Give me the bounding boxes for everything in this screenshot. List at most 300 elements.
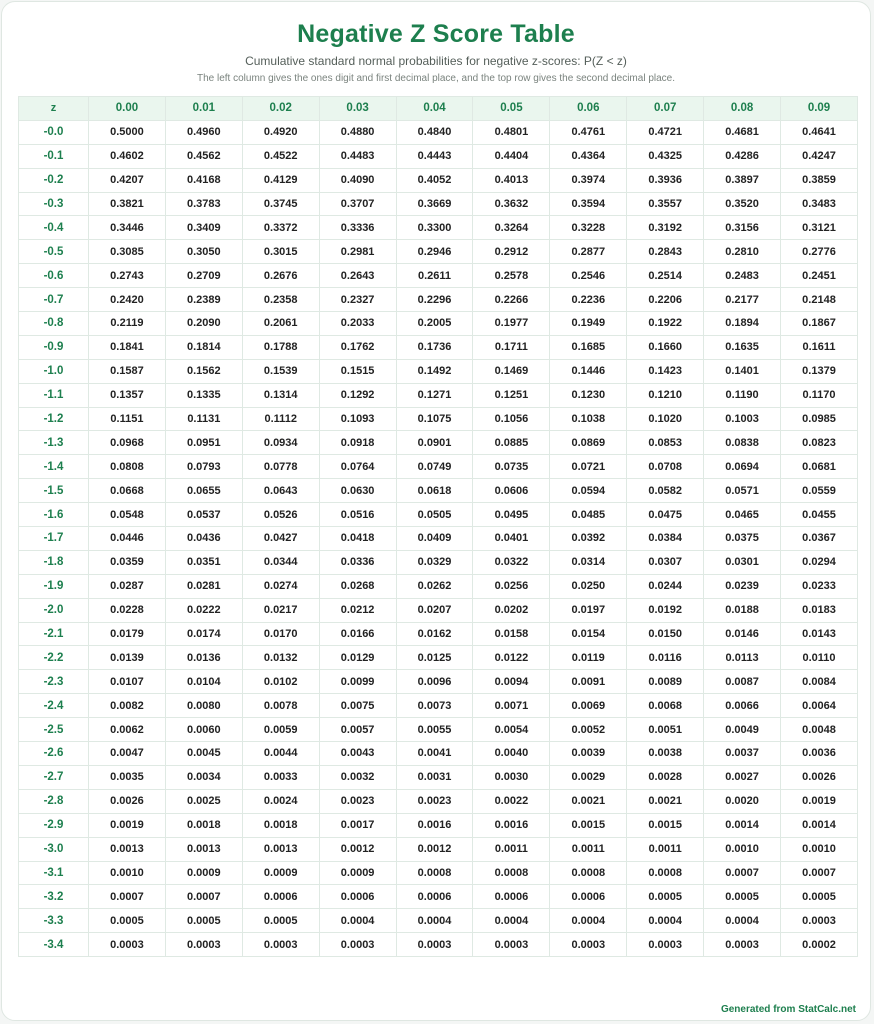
probability-cell: 0.4840 — [396, 120, 473, 144]
probability-cell: 0.0516 — [319, 503, 396, 527]
probability-cell: 0.4522 — [242, 144, 319, 168]
decimal-column-header: 0.06 — [550, 97, 627, 121]
probability-cell: 0.2709 — [165, 264, 242, 288]
probability-cell: 0.3557 — [627, 192, 704, 216]
probability-cell: 0.2843 — [627, 240, 704, 264]
probability-cell: 0.0045 — [165, 742, 242, 766]
probability-cell: 0.0069 — [550, 694, 627, 718]
probability-cell: 0.1020 — [627, 407, 704, 431]
probability-cell: 0.0136 — [165, 646, 242, 670]
probability-cell: 0.0040 — [473, 742, 550, 766]
table-row — [19, 312, 858, 336]
probability-cell: 0.0055 — [396, 718, 473, 742]
probability-cell: 0.0823 — [781, 431, 858, 455]
probability-cell: 0.1788 — [242, 335, 319, 359]
probability-cell: 0.2358 — [242, 288, 319, 312]
probability-cell: 0.0005 — [242, 909, 319, 933]
probability-cell: 0.1093 — [319, 407, 396, 431]
probability-cell: 0.3015 — [242, 240, 319, 264]
probability-cell: 0.0003 — [396, 933, 473, 957]
probability-cell: 0.2776 — [781, 240, 858, 264]
probability-cell: 0.0004 — [704, 909, 781, 933]
probability-cell: 0.3192 — [627, 216, 704, 240]
probability-cell: 0.0113 — [704, 646, 781, 670]
probability-cell: 0.0019 — [781, 789, 858, 813]
z-value-cell: -0.5 — [19, 240, 89, 264]
table-row — [19, 383, 858, 407]
probability-cell: 0.0004 — [396, 909, 473, 933]
probability-cell: 0.0013 — [242, 837, 319, 861]
probability-cell: 0.0028 — [627, 765, 704, 789]
table-row — [19, 216, 858, 240]
z-score-table — [18, 96, 858, 957]
table-row — [19, 359, 858, 383]
probability-cell: 0.0618 — [396, 479, 473, 503]
probability-cell: 0.0222 — [165, 598, 242, 622]
table-row — [19, 455, 858, 479]
probability-cell: 0.0073 — [396, 694, 473, 718]
z-value-cell: -2.3 — [19, 670, 89, 694]
probability-cell: 0.0749 — [396, 455, 473, 479]
probability-cell: 0.0007 — [704, 861, 781, 885]
probability-cell: 0.0059 — [242, 718, 319, 742]
probability-cell: 0.0023 — [396, 789, 473, 813]
probability-cell: 0.0526 — [242, 503, 319, 527]
probability-cell: 0.0099 — [319, 670, 396, 694]
z-value-cell: -2.4 — [19, 694, 89, 718]
probability-cell: 0.1949 — [550, 312, 627, 336]
probability-cell: 0.0006 — [242, 885, 319, 909]
probability-cell: 0.0013 — [89, 837, 166, 861]
probability-cell: 0.2483 — [704, 264, 781, 288]
probability-cell: 0.0026 — [89, 789, 166, 813]
probability-cell: 0.0004 — [550, 909, 627, 933]
probability-cell: 0.0968 — [89, 431, 166, 455]
z-column-header: z — [19, 97, 89, 121]
probability-cell: 0.0668 — [89, 479, 166, 503]
probability-cell: 0.0853 — [627, 431, 704, 455]
probability-cell: 0.0008 — [627, 861, 704, 885]
decimal-column-header: 0.02 — [242, 97, 319, 121]
probability-cell: 0.0571 — [704, 479, 781, 503]
probability-cell: 0.3897 — [704, 168, 781, 192]
probability-cell: 0.0021 — [550, 789, 627, 813]
probability-cell: 0.4681 — [704, 120, 781, 144]
probability-cell: 0.0274 — [242, 574, 319, 598]
z-value-cell: -3.1 — [19, 861, 89, 885]
probability-cell: 0.0985 — [781, 407, 858, 431]
probability-cell: 0.0054 — [473, 718, 550, 742]
z-value-cell: -1.6 — [19, 503, 89, 527]
table-row — [19, 837, 858, 861]
probability-cell: 0.5000 — [89, 120, 166, 144]
probability-cell: 0.0901 — [396, 431, 473, 455]
probability-cell: 0.0003 — [704, 933, 781, 957]
probability-cell: 0.0102 — [242, 670, 319, 694]
probability-cell: 0.1469 — [473, 359, 550, 383]
probability-cell: 0.4052 — [396, 168, 473, 192]
probability-cell: 0.0582 — [627, 479, 704, 503]
usage-note: The left column gives the ones digit and first decimal place, and the top row gives the second decimal place. — [196, 73, 676, 84]
probability-cell: 0.0033 — [242, 765, 319, 789]
probability-cell: 0.0006 — [473, 885, 550, 909]
probability-cell: 0.0183 — [781, 598, 858, 622]
probability-cell: 0.0087 — [704, 670, 781, 694]
probability-cell: 0.0014 — [781, 813, 858, 837]
probability-cell: 0.0158 — [473, 622, 550, 646]
probability-cell: 0.1170 — [781, 383, 858, 407]
probability-cell: 0.0951 — [165, 431, 242, 455]
probability-cell: 0.0139 — [89, 646, 166, 670]
table-row — [19, 335, 858, 359]
probability-cell: 0.0721 — [550, 455, 627, 479]
probability-cell: 0.0384 — [627, 527, 704, 551]
probability-cell: 0.3446 — [89, 216, 166, 240]
probability-cell: 0.0655 — [165, 479, 242, 503]
z-value-cell: -0.0 — [19, 120, 89, 144]
probability-cell: 0.3520 — [704, 192, 781, 216]
probability-cell: 0.0003 — [781, 909, 858, 933]
probability-cell: 0.0096 — [396, 670, 473, 694]
z-value-cell: -0.8 — [19, 312, 89, 336]
probability-cell: 0.1131 — [165, 407, 242, 431]
probability-cell: 0.0049 — [704, 718, 781, 742]
probability-cell: 0.0019 — [89, 813, 166, 837]
probability-cell: 0.0166 — [319, 622, 396, 646]
probability-cell: 0.4721 — [627, 120, 704, 144]
probability-cell: 0.0036 — [781, 742, 858, 766]
probability-cell: 0.4761 — [550, 120, 627, 144]
probability-cell: 0.0041 — [396, 742, 473, 766]
probability-cell: 0.3594 — [550, 192, 627, 216]
table-row — [19, 885, 858, 909]
probability-cell: 0.2090 — [165, 312, 242, 336]
probability-cell: 0.0918 — [319, 431, 396, 455]
table-row — [19, 742, 858, 766]
z-value-cell: -0.2 — [19, 168, 89, 192]
decimal-column-header: 0.01 — [165, 97, 242, 121]
probability-cell: 0.0005 — [781, 885, 858, 909]
probability-cell: 0.0122 — [473, 646, 550, 670]
probability-cell: 0.0048 — [781, 718, 858, 742]
z-value-cell: -1.3 — [19, 431, 89, 455]
probability-cell: 0.1711 — [473, 335, 550, 359]
probability-cell: 0.3707 — [319, 192, 396, 216]
probability-cell: 0.0062 — [89, 718, 166, 742]
probability-cell: 0.0035 — [89, 765, 166, 789]
probability-cell: 0.1314 — [242, 383, 319, 407]
z-value-cell: -0.7 — [19, 288, 89, 312]
probability-cell: 0.0465 — [704, 503, 781, 527]
probability-cell: 0.0005 — [704, 885, 781, 909]
probability-cell: 0.0016 — [396, 813, 473, 837]
probability-cell: 0.1814 — [165, 335, 242, 359]
probability-cell: 0.0057 — [319, 718, 396, 742]
probability-cell: 0.1562 — [165, 359, 242, 383]
probability-cell: 0.0110 — [781, 646, 858, 670]
probability-cell: 0.0104 — [165, 670, 242, 694]
probability-cell: 0.0026 — [781, 765, 858, 789]
z-value-cell: -0.6 — [19, 264, 89, 288]
probability-cell: 0.0436 — [165, 527, 242, 551]
probability-cell: 0.0013 — [165, 837, 242, 861]
probability-cell: 0.2420 — [89, 288, 166, 312]
probability-cell: 0.0009 — [165, 861, 242, 885]
probability-cell: 0.0031 — [396, 765, 473, 789]
table-row — [19, 765, 858, 789]
probability-cell: 0.0039 — [550, 742, 627, 766]
probability-cell: 0.0119 — [550, 646, 627, 670]
probability-cell: 0.0207 — [396, 598, 473, 622]
probability-cell: 0.1894 — [704, 312, 781, 336]
probability-cell: 0.1335 — [165, 383, 242, 407]
probability-cell: 0.2389 — [165, 288, 242, 312]
probability-cell: 0.4483 — [319, 144, 396, 168]
probability-cell: 0.0010 — [89, 861, 166, 885]
probability-cell: 0.0179 — [89, 622, 166, 646]
probability-cell: 0.0094 — [473, 670, 550, 694]
probability-cell: 0.0018 — [165, 813, 242, 837]
probability-cell: 0.1292 — [319, 383, 396, 407]
probability-cell: 0.0004 — [473, 909, 550, 933]
probability-cell: 0.0107 — [89, 670, 166, 694]
probability-cell: 0.0336 — [319, 550, 396, 574]
decimal-column-header: 0.08 — [704, 97, 781, 121]
probability-cell: 0.0934 — [242, 431, 319, 455]
probability-cell: 0.0005 — [89, 909, 166, 933]
probability-cell: 0.2177 — [704, 288, 781, 312]
probability-cell: 0.0012 — [396, 837, 473, 861]
probability-cell: 0.0075 — [319, 694, 396, 718]
probability-cell: 0.1762 — [319, 335, 396, 359]
probability-cell: 0.3156 — [704, 216, 781, 240]
probability-cell: 0.0344 — [242, 550, 319, 574]
probability-cell: 0.0064 — [781, 694, 858, 718]
probability-cell: 0.3859 — [781, 168, 858, 192]
probability-cell: 0.1038 — [550, 407, 627, 431]
table-row — [19, 574, 858, 598]
probability-cell: 0.2810 — [704, 240, 781, 264]
probability-cell: 0.1492 — [396, 359, 473, 383]
probability-cell: 0.4325 — [627, 144, 704, 168]
probability-cell: 0.0027 — [704, 765, 781, 789]
table-row — [19, 694, 858, 718]
probability-cell: 0.0004 — [627, 909, 704, 933]
probability-cell: 0.0329 — [396, 550, 473, 574]
probability-cell: 0.0008 — [396, 861, 473, 885]
probability-cell: 0.0015 — [627, 813, 704, 837]
probability-cell: 0.0132 — [242, 646, 319, 670]
probability-cell: 0.1611 — [781, 335, 858, 359]
probability-cell: 0.0037 — [704, 742, 781, 766]
z-value-cell: -2.8 — [19, 789, 89, 813]
probability-cell: 0.0446 — [89, 527, 166, 551]
probability-cell: 0.1660 — [627, 335, 704, 359]
probability-cell: 0.0025 — [165, 789, 242, 813]
probability-cell: 0.0239 — [704, 574, 781, 598]
probability-cell: 0.0044 — [242, 742, 319, 766]
footer-credit: Generated from StatCalc.net — [720, 1004, 856, 1015]
decimal-column-header: 0.03 — [319, 97, 396, 121]
probability-cell: 0.3300 — [396, 216, 473, 240]
z-value-cell: -2.5 — [19, 718, 89, 742]
probability-cell: 0.0006 — [396, 885, 473, 909]
probability-cell: 0.2514 — [627, 264, 704, 288]
probability-cell: 0.2912 — [473, 240, 550, 264]
probability-cell: 0.0250 — [550, 574, 627, 598]
probability-cell: 0.4090 — [319, 168, 396, 192]
probability-cell: 0.0003 — [242, 933, 319, 957]
probability-cell: 0.0010 — [704, 837, 781, 861]
probability-cell: 0.3336 — [319, 216, 396, 240]
probability-cell: 0.0012 — [319, 837, 396, 861]
probability-cell: 0.0008 — [550, 861, 627, 885]
probability-cell: 0.1587 — [89, 359, 166, 383]
probability-cell: 0.0002 — [781, 933, 858, 957]
probability-cell: 0.1151 — [89, 407, 166, 431]
probability-cell: 0.3821 — [89, 192, 166, 216]
probability-cell: 0.0694 — [704, 455, 781, 479]
probability-cell: 0.3783 — [165, 192, 242, 216]
probability-cell: 0.4960 — [165, 120, 242, 144]
probability-cell: 0.0764 — [319, 455, 396, 479]
probability-cell: 0.0735 — [473, 455, 550, 479]
probability-cell: 0.2061 — [242, 312, 319, 336]
table-row — [19, 144, 858, 168]
z-value-cell: -3.0 — [19, 837, 89, 861]
probability-cell: 0.4920 — [242, 120, 319, 144]
z-value-cell: -1.4 — [19, 455, 89, 479]
probability-cell: 0.0011 — [550, 837, 627, 861]
table-row — [19, 933, 858, 957]
probability-cell: 0.0043 — [319, 742, 396, 766]
probability-cell: 0.0008 — [473, 861, 550, 885]
probability-cell: 0.4404 — [473, 144, 550, 168]
probability-cell: 0.0015 — [550, 813, 627, 837]
table-row — [19, 646, 858, 670]
probability-cell: 0.0307 — [627, 550, 704, 574]
probability-cell: 0.3936 — [627, 168, 704, 192]
probability-cell: 0.0129 — [319, 646, 396, 670]
probability-cell: 0.0594 — [550, 479, 627, 503]
table-row — [19, 264, 858, 288]
probability-cell: 0.2981 — [319, 240, 396, 264]
z-value-cell: -2.2 — [19, 646, 89, 670]
probability-cell: 0.0146 — [704, 622, 781, 646]
z-value-cell: -2.0 — [19, 598, 89, 622]
probability-cell: 0.0409 — [396, 527, 473, 551]
probability-cell: 0.1515 — [319, 359, 396, 383]
probability-cell: 0.0089 — [627, 670, 704, 694]
probability-cell: 0.4641 — [781, 120, 858, 144]
probability-cell: 0.0060 — [165, 718, 242, 742]
probability-cell: 0.0023 — [319, 789, 396, 813]
probability-cell: 0.0630 — [319, 479, 396, 503]
probability-cell: 0.0024 — [242, 789, 319, 813]
probability-cell: 0.0017 — [319, 813, 396, 837]
probability-cell: 0.2578 — [473, 264, 550, 288]
z-value-cell: -2.1 — [19, 622, 89, 646]
probability-cell: 0.0392 — [550, 527, 627, 551]
probability-cell: 0.1056 — [473, 407, 550, 431]
table-row — [19, 598, 858, 622]
z-value-cell: -3.2 — [19, 885, 89, 909]
probability-cell: 0.4013 — [473, 168, 550, 192]
probability-cell: 0.4286 — [704, 144, 781, 168]
probability-cell: 0.0009 — [319, 861, 396, 885]
probability-cell: 0.0052 — [550, 718, 627, 742]
probability-cell: 0.0006 — [319, 885, 396, 909]
probability-cell: 0.0643 — [242, 479, 319, 503]
probability-cell: 0.0838 — [704, 431, 781, 455]
probability-cell: 0.0418 — [319, 527, 396, 551]
probability-cell: 0.3264 — [473, 216, 550, 240]
probability-cell: 0.2676 — [242, 264, 319, 288]
probability-cell: 0.0007 — [89, 885, 166, 909]
probability-cell: 0.2119 — [89, 312, 166, 336]
probability-cell: 0.0143 — [781, 622, 858, 646]
probability-cell: 0.0217 — [242, 598, 319, 622]
probability-cell: 0.0047 — [89, 742, 166, 766]
probability-cell: 0.0006 — [550, 885, 627, 909]
z-value-cell: -0.9 — [19, 335, 89, 359]
table-row — [19, 861, 858, 885]
page-title: Negative Z Score Table — [297, 20, 575, 48]
decimal-column-header: 0.00 — [89, 97, 166, 121]
probability-cell: 0.0268 — [319, 574, 396, 598]
header-row — [19, 97, 858, 121]
probability-cell: 0.1867 — [781, 312, 858, 336]
probability-cell: 0.4207 — [89, 168, 166, 192]
decimal-column-header: 0.09 — [781, 97, 858, 121]
probability-cell: 0.0009 — [242, 861, 319, 885]
probability-cell: 0.0202 — [473, 598, 550, 622]
probability-cell: 0.0068 — [627, 694, 704, 718]
probability-cell: 0.1112 — [242, 407, 319, 431]
decimal-column-header: 0.07 — [627, 97, 704, 121]
probability-cell: 0.0051 — [627, 718, 704, 742]
probability-cell: 0.0011 — [627, 837, 704, 861]
probability-cell: 0.0011 — [473, 837, 550, 861]
probability-cell: 0.0071 — [473, 694, 550, 718]
z-value-cell: -1.5 — [19, 479, 89, 503]
probability-cell: 0.0174 — [165, 622, 242, 646]
probability-cell: 0.1379 — [781, 359, 858, 383]
table-header — [19, 97, 858, 121]
probability-cell: 0.0029 — [550, 765, 627, 789]
probability-cell: 0.0294 — [781, 550, 858, 574]
probability-cell: 0.0154 — [550, 622, 627, 646]
probability-cell: 0.0018 — [242, 813, 319, 837]
probability-cell: 0.3669 — [396, 192, 473, 216]
probability-cell: 0.0228 — [89, 598, 166, 622]
probability-cell: 0.3085 — [89, 240, 166, 264]
z-value-cell: -2.9 — [19, 813, 89, 837]
probability-cell: 0.0014 — [704, 813, 781, 837]
probability-cell: 0.0375 — [704, 527, 781, 551]
probability-cell: 0.0885 — [473, 431, 550, 455]
probability-cell: 0.0003 — [627, 933, 704, 957]
probability-cell: 0.2327 — [319, 288, 396, 312]
probability-cell: 0.3409 — [165, 216, 242, 240]
z-value-cell: -2.6 — [19, 742, 89, 766]
probability-cell: 0.0003 — [89, 933, 166, 957]
probability-cell: 0.0003 — [165, 933, 242, 957]
probability-cell: 0.0007 — [165, 885, 242, 909]
probability-cell: 0.0084 — [781, 670, 858, 694]
page-subtitle: Cumulative standard normal probabilities for negative z-scores: P(Z < z) — [245, 54, 627, 68]
probability-cell: 0.2033 — [319, 312, 396, 336]
